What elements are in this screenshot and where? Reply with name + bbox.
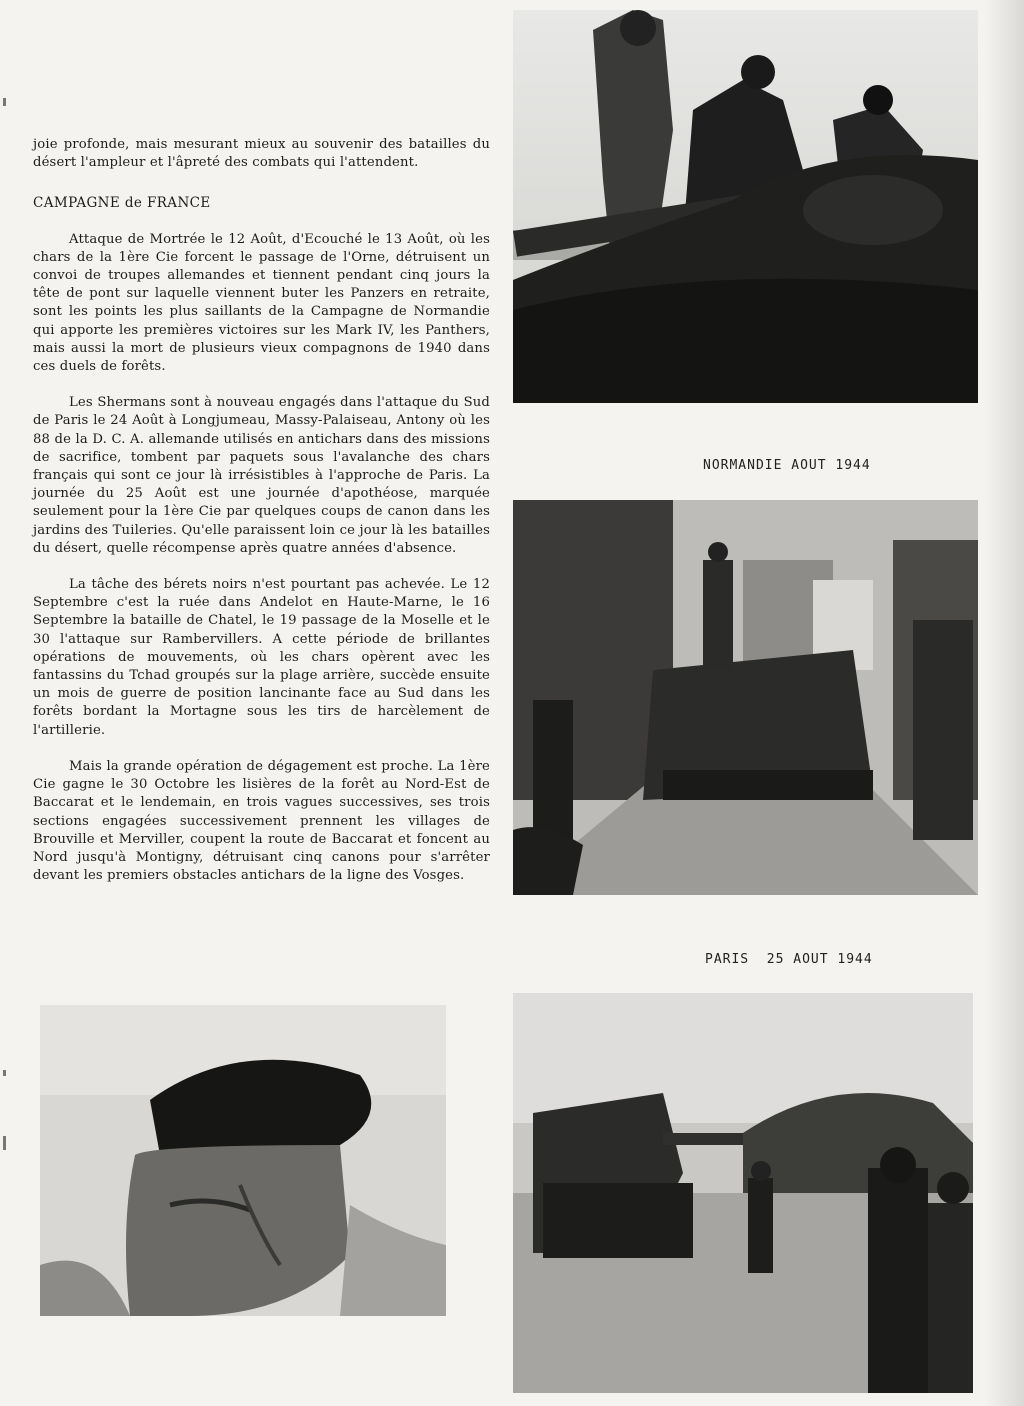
photo-tank-crew	[513, 10, 978, 403]
tank-crew-image	[513, 10, 978, 403]
caption-normandie: NORMANDIE AOUT 1944	[703, 458, 871, 473]
binding-mark	[3, 98, 6, 106]
paragraph-baccarat: Mais la grande opération de dégagement est proche. La 1ère Cie gagne le 30 Octobre les lisières de la forêt au Nord-Est de Baccarat et le lendemain, en trois vagues successives, ses trois sections engagées successivement prennent les villages de Brouville et Merviller, coupent la route de Baccarat et foncent au Nord jusqu'à Montigny, détruisant cinq canons pour s'arrêter devant les premiers obstacles antichars de la ligne des Vosges.	[33, 758, 490, 884]
binding-mark	[3, 1070, 6, 1076]
paris-street-image	[513, 500, 978, 895]
section-title: CAMPAGNE de FRANCE	[33, 195, 211, 212]
photo-beret-portrait	[40, 1005, 446, 1316]
paragraph-normandie: Attaque de Mortrée le 12 Août, d'Ecouché le 13 Août, où les chars de la 1ère Cie forcent le passage de l'Orne, détruisent un convoi de troupes allemandes et tiennent pendant cinq jours la tête de pont sur laquelle viennent buter les Panzers en retraite, sont les points les plus saillants de la Campagne de Normandie qui apporte les premières victoires sur les Mark IV, les Panthers, mais aussi la mort de plusieurs vieux compagnons de 1940 dans ces duels de forêts.	[33, 231, 490, 375]
page-edge	[986, 0, 1024, 1406]
article-text	[33, 136, 490, 903]
paris-tank-image	[513, 993, 973, 1393]
paragraph-septembre: La tâche des bérets noirs n'est pourtant pas achevée. Le 12 Septembre c'est la ruée dans Andelot en Haute-Marne, le 16 Septembre la bataille de Chatel, le 19 passage de la Moselle et le 30 l'attaque sur Rambervillers. A cette période de brillantes opérations de mouvements, où les chars opèrent avec les fantassins du Tchad groupés sur la plage arrière, succède ensuite un mois de guerre de position lancinante face au Sud dans les forêts bordant la Mortagne sous les tirs de harcèlement de l'artillerie.	[33, 577, 490, 738]
beret-portrait-image	[40, 1005, 446, 1316]
binding-mark	[3, 1136, 6, 1150]
photo-paris-tank	[513, 993, 973, 1393]
paragraph-paris: Les Shermans sont à nouveau engagés dans l'attaque du Sud de Paris le 24 Août à Longjumeau, Massy-Palaiseau, Antony où les 88 de la D. C. A. allemande utilisés en antichars dans des missions de sacrifice, tombent par paquets sous l'avalanche des chars français qui sont ce jour là irrésistibles à l'approche de Paris. La journée du 25 Août est une journée d'apothéose, marquée seulement pour la 1ère Cie par quelques coups de canon dans les jardins des Tuileries. Qu'elle paraissent loin ce jour là les batailles du désert, quelle récompense après quatre années d'absence.	[33, 395, 490, 556]
intro-paragraph: joie profonde, mais mesurant mieux au souvenir des batailles du désert l'ampleur et l'âpreté des combats qui l'attendent.	[33, 137, 490, 171]
photo-paris-street	[513, 500, 978, 895]
caption-paris: PARIS 25 AOUT 1944	[705, 952, 873, 967]
